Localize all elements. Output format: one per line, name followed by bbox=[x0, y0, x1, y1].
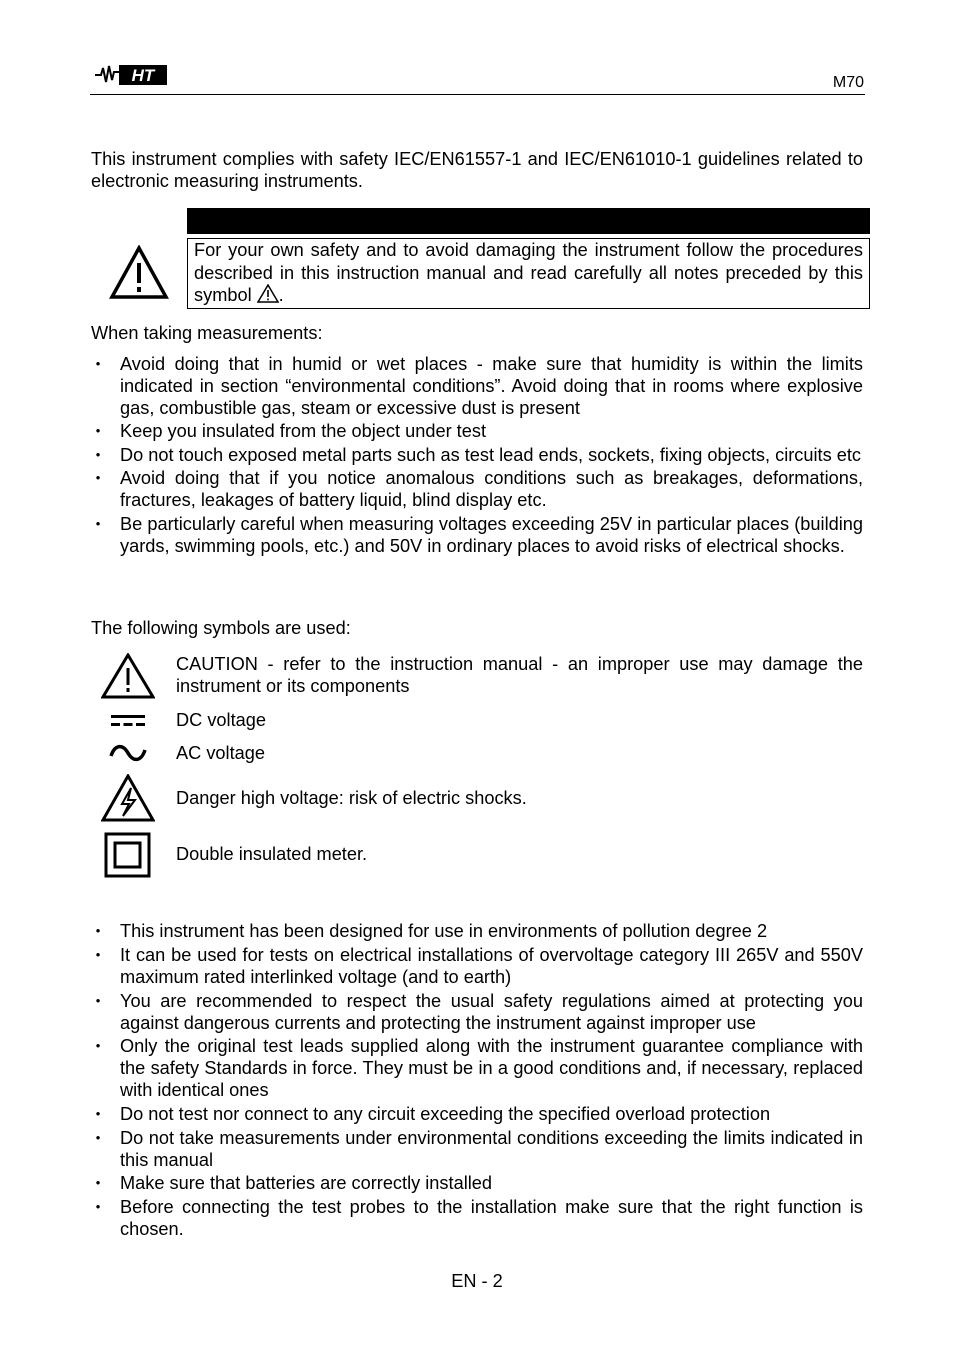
inline-caution-icon bbox=[257, 284, 279, 303]
dc-voltage-icon bbox=[110, 713, 146, 729]
warning-box bbox=[187, 238, 870, 309]
ht-logo bbox=[93, 62, 169, 87]
list-item: • Do not test nor connect to any circuit exceeding the specified overload protection bbox=[95, 1104, 771, 1124]
caution-triangle-icon bbox=[101, 653, 155, 699]
model-label: M70 bbox=[832, 74, 864, 91]
list-item: • Do not touch exposed metal parts such as test lead ends, sockets, fixing objects, circuits etc bbox=[95, 445, 862, 465]
warning-bar bbox=[187, 208, 870, 234]
list-item: • Make sure that batteries are correctly installed bbox=[95, 1173, 493, 1193]
symbol-dc-text: DC voltage bbox=[176, 710, 266, 730]
measurements-list bbox=[91, 353, 863, 557]
list-item: • This instrument has been designed for use in environments of pollution degree 2 bbox=[95, 921, 768, 941]
symbol-high-voltage-text: Danger high voltage: risk of electric shocks. bbox=[176, 788, 527, 808]
list-item: • Avoid doing that if you notice anomalous conditions such as breakages, deformations, fractures, leakages of battery liquid, blind display etc. bbox=[95, 468, 863, 510]
list-item: • You are recommended to respect the usual safety regulations aimed at protecting you against dangerous currents and protecting the instrument against improper use bbox=[95, 991, 863, 1033]
list-item: • Be particularly careful when measuring voltages exceeding 25V in particular places (building yards, swimming pools, etc.) and 50V in ordinary places to avoid risks of electrical shocks. bbox=[95, 514, 863, 556]
symbol-caution-text: CAUTION - refer to the instruction manual - an improper use may damage the instrument or its components bbox=[176, 654, 863, 696]
measurements-heading: When taking measurements: bbox=[91, 323, 323, 343]
list-item: • Avoid doing that in humid or wet places - make sure that humidity is within the limits indicated in section “environmental conditions”. Avoid doing that in rooms where explosive gas, combustible gas, steam or excessive dust is present bbox=[95, 354, 863, 418]
general-list bbox=[91, 920, 863, 1240]
list-item: • Do not take measurements under environmental conditions exceeding the limits indicated in this manual bbox=[95, 1128, 863, 1170]
symbol-double-insulated-text: Double insulated meter. bbox=[176, 844, 368, 864]
header-rule bbox=[90, 94, 865, 95]
intro-paragraph: This instrument complies with safety IEC/EN61557-1 and IEC/EN61010-1 guidelines related to electronic measuring instruments. bbox=[91, 149, 863, 191]
ac-voltage-icon bbox=[109, 742, 147, 764]
list-item: • Before connecting the test probes to the installation make sure that the right function is chosen. bbox=[95, 1197, 863, 1239]
warning-triangle-icon bbox=[109, 245, 169, 300]
warning-text: For your own safety and to avoid damaging the instrument follow the procedures described in this instruction manual and read carefully all notes preceded by this symbol . bbox=[194, 240, 863, 305]
list-item: • It can be used for tests on electrical installations of overvoltage category III 265V and 550V maximum rated interlinked voltage (and to earth) bbox=[95, 945, 863, 987]
logo-text: HT bbox=[131, 66, 155, 85]
double-insulation-icon bbox=[104, 832, 152, 878]
symbol-ac-text: AC voltage bbox=[176, 743, 265, 763]
high-voltage-icon bbox=[101, 774, 155, 822]
list-item: • Keep you insulated from the object under test bbox=[95, 421, 486, 441]
symbols-heading: The following symbols are used: bbox=[91, 618, 351, 638]
page-number: EN - 2 bbox=[451, 1271, 503, 1291]
list-item: • Only the original test leads supplied along with the instrument guarantee compliance with the safety Standards in force. They must be in a good conditions and, if necessary, replaced with identical ones bbox=[95, 1036, 863, 1100]
